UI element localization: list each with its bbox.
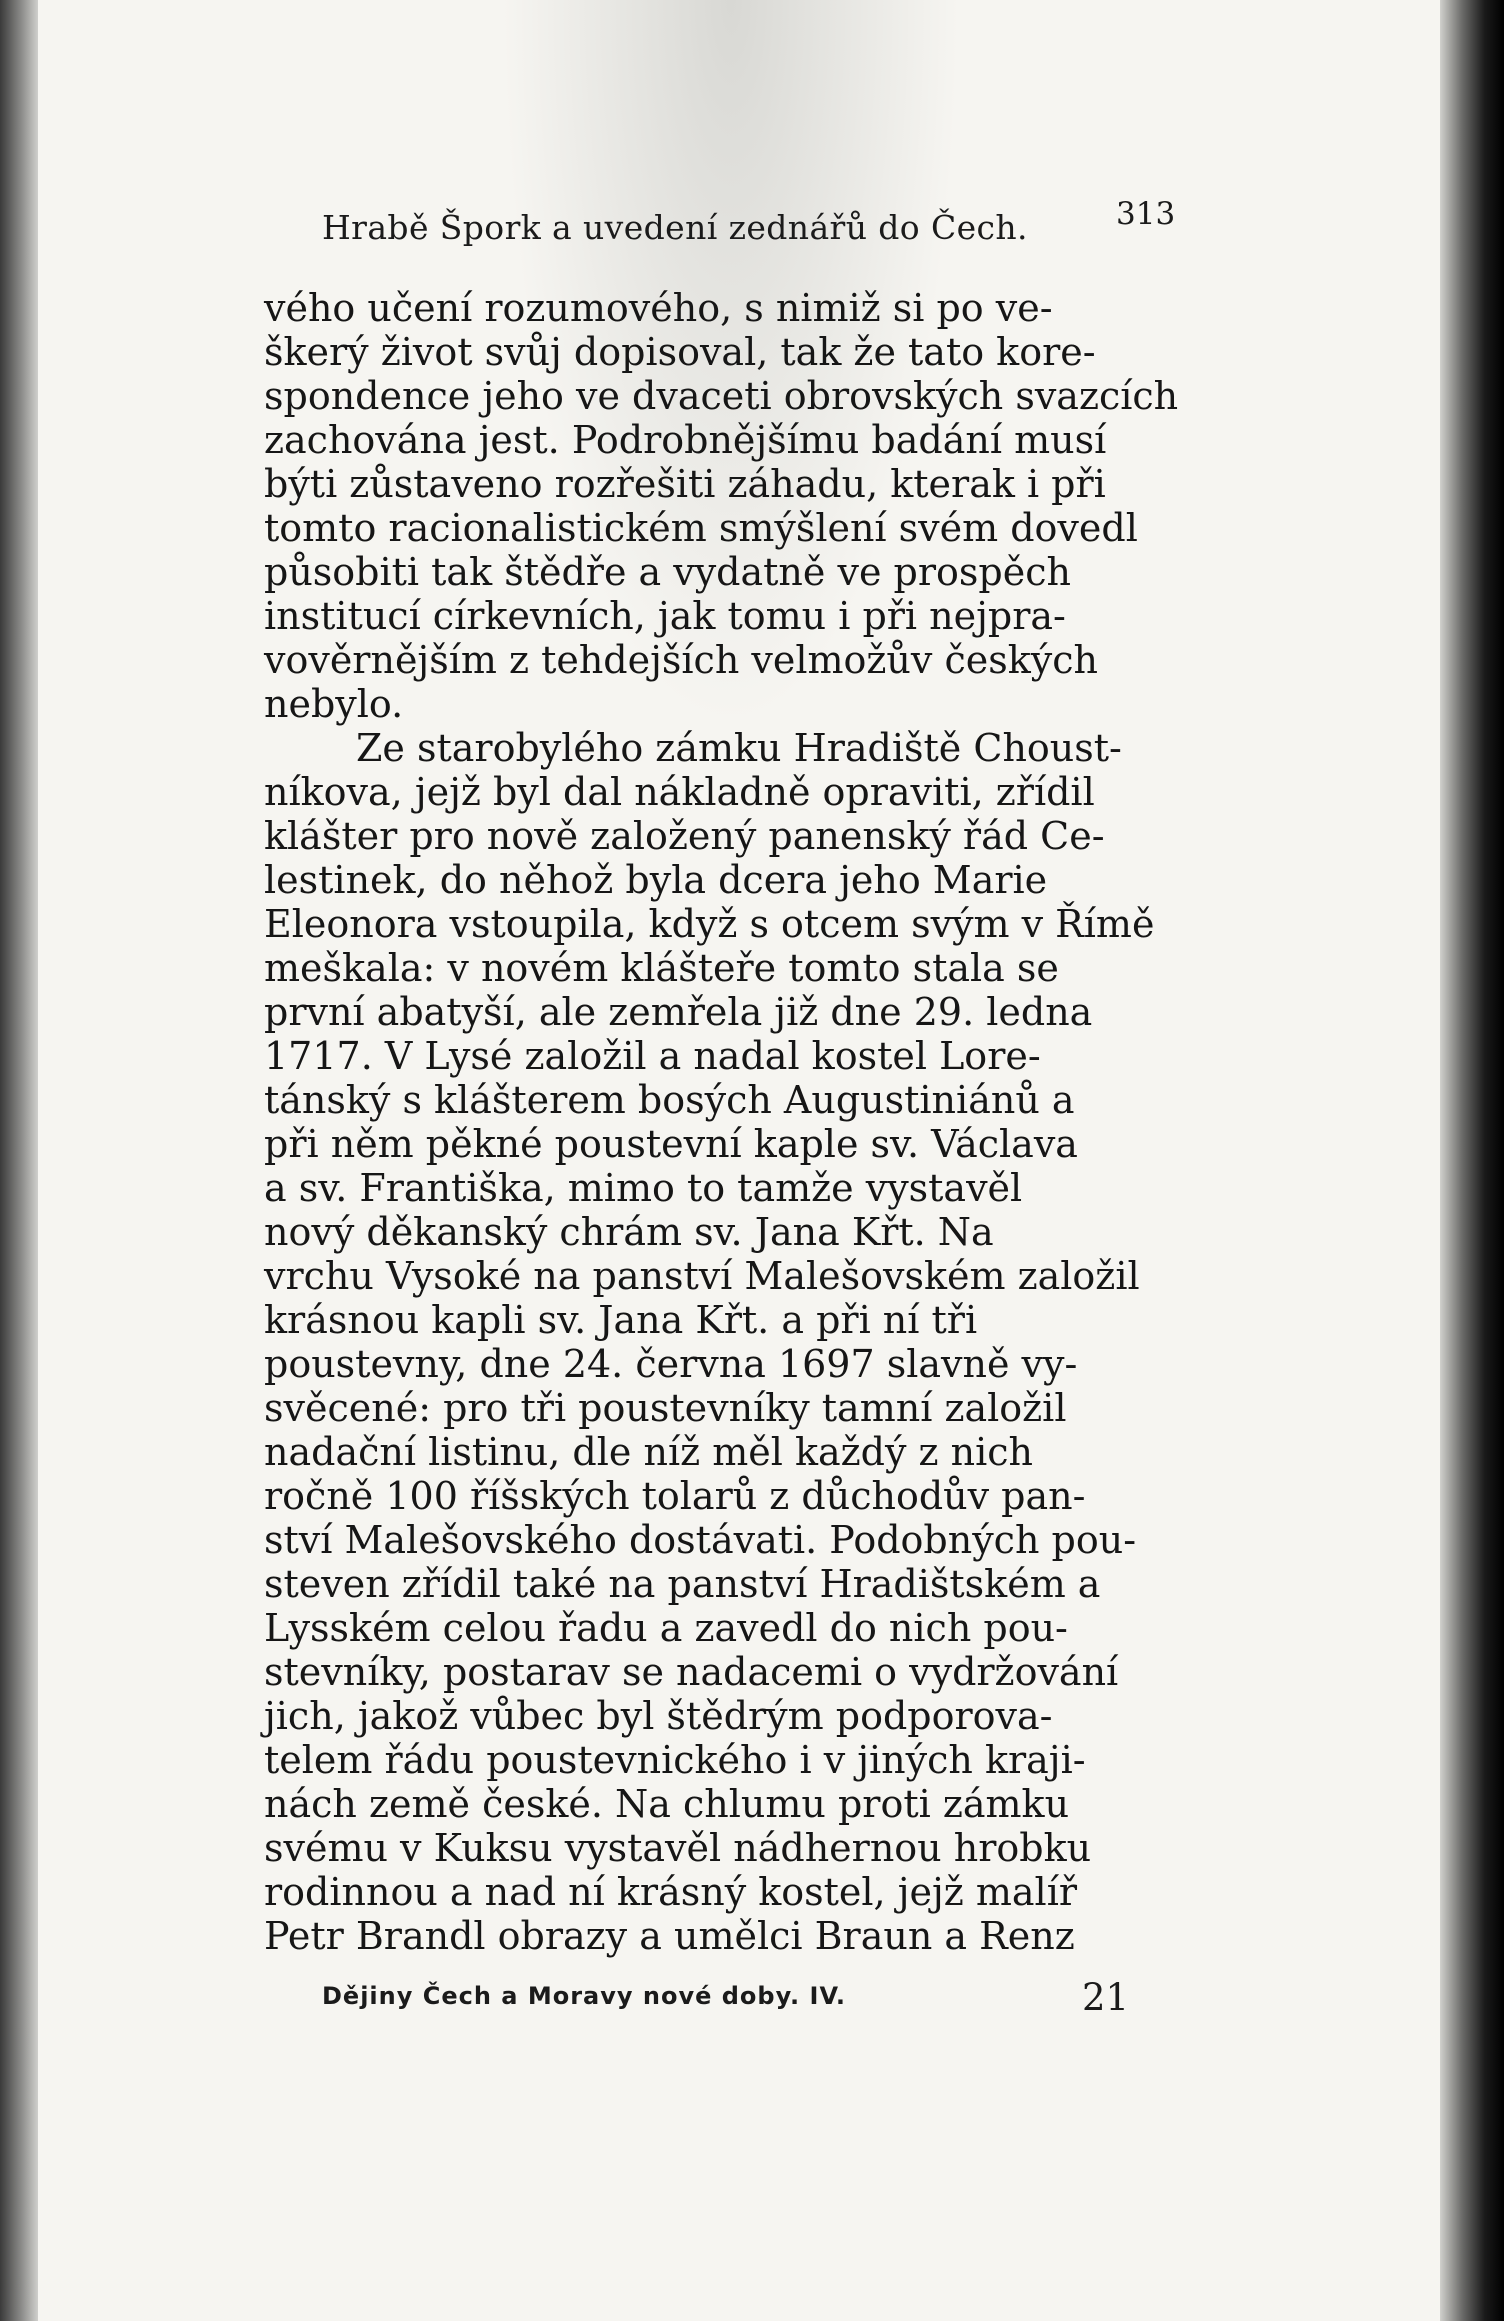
- text-line: tánský s klášterem bosých Augustiniánů a: [264, 1078, 1075, 1122]
- text-line: steven zřídil také na panství Hradištském a: [264, 1562, 1101, 1606]
- text-line: nebylo.: [264, 682, 404, 726]
- text-line: svěcené: pro tři poustevníky tamní založil: [264, 1386, 1067, 1430]
- text-line: klášter pro nově založený panenský řád Ce-: [264, 814, 1105, 858]
- text-line: rodinnou a nad ní krásný kostel, jejž malíř: [264, 1870, 1078, 1914]
- text-line: meškala: v novém klášteře tomto stala se: [264, 946, 1059, 990]
- page-edge-shadow: [0, 0, 38, 2321]
- footer-book-title: Dějiny Čech a Moravy nové doby. IV.: [322, 1982, 847, 2010]
- text-line: níkova, jejž byl dal nákladně opraviti, zřídil: [264, 770, 1095, 814]
- text-line: zachována jest. Podrobnějšímu badání musí: [264, 418, 1107, 462]
- text-line: první abatyší, ale zemřela již dne 29. ledna: [264, 990, 1093, 1034]
- text-line: spondence jeho ve dvaceti obrovských svazcích: [264, 374, 1179, 418]
- text-line: tomto racionalistickém smýšlení svém dovedl: [264, 506, 1138, 550]
- text-line: 1717. V Lysé založil a nadal kostel Lore-: [264, 1034, 1041, 1078]
- text-line: vověrnějším z tehdejších velmožův českých: [264, 638, 1098, 682]
- text-line: býti zůstaveno rozřešiti záhadu, kterak i při: [264, 462, 1106, 506]
- body-text: [264, 286, 1184, 1958]
- text-line: stevníky, postarav se nadacemi o vydržování: [264, 1650, 1119, 1694]
- binding-edge: [1440, 0, 1504, 2321]
- text-line: jich, jakož vůbec byl štědrým podporova-: [264, 1694, 1053, 1738]
- text-line: lestinek, do něhož byla dcera jeho Marie: [264, 858, 1048, 902]
- text-line: při něm pěkné poustevní kaple sv. Václava: [264, 1122, 1078, 1166]
- text-line: škerý život svůj dopisoval, tak že tato kore-: [264, 330, 1096, 374]
- text-line: Lysském celou řadu a zavedl do nich pou-: [264, 1606, 1068, 1650]
- text-line: ství Malešovského dostávati. Podobných pou-: [264, 1518, 1137, 1562]
- text-line: vého učení rozumového, s nimiž si po ve-: [264, 286, 1053, 330]
- text-line: institucí církevních, jak tomu i při nejpra-: [264, 594, 1066, 638]
- text-line: Petr Brandl obrazy a umělci Braun a Renz: [264, 1914, 1075, 1958]
- text-line: Ze starobylého zámku Hradiště Choust-: [356, 726, 1122, 770]
- text-line: telem řádu poustevnického i v jiných kraji-: [264, 1738, 1086, 1782]
- signature-mark: 21: [1082, 1976, 1130, 2019]
- text-line: krásnou kapli sv. Jana Křt. a při ní tři: [264, 1298, 978, 1342]
- page-footer: [322, 1976, 1162, 2042]
- text-line: ročně 100 říšských tolarů z důchodův pan-: [264, 1474, 1086, 1518]
- text-line: svému v Kuksu vystavěl nádhernou hrobku: [264, 1826, 1092, 1870]
- page-header: [322, 196, 1176, 268]
- text-line: působiti tak štědře a vydatně ve prospěch: [264, 550, 1071, 594]
- text-line: nový děkanský chrám sv. Jana Křt. Na: [264, 1210, 994, 1254]
- page-number: 313: [1116, 196, 1176, 232]
- text-line: a sv. Františka, mimo to tamže vystavěl: [264, 1166, 1023, 1210]
- running-head: Hrabě Špork a uvedení zednářů do Čech.: [322, 208, 1028, 247]
- text-line: vrchu Vysoké na panství Malešovském založil: [264, 1254, 1140, 1298]
- text-line: poustevny, dne 24. června 1697 slavně vy-: [264, 1342, 1078, 1386]
- text-line: nadační listinu, dle níž měl každý z nich: [264, 1430, 1034, 1474]
- text-line: nách země české. Na chlumu proti zámku: [264, 1782, 1070, 1826]
- text-line: Eleonora vstoupila, když s otcem svým v Římě: [264, 902, 1155, 946]
